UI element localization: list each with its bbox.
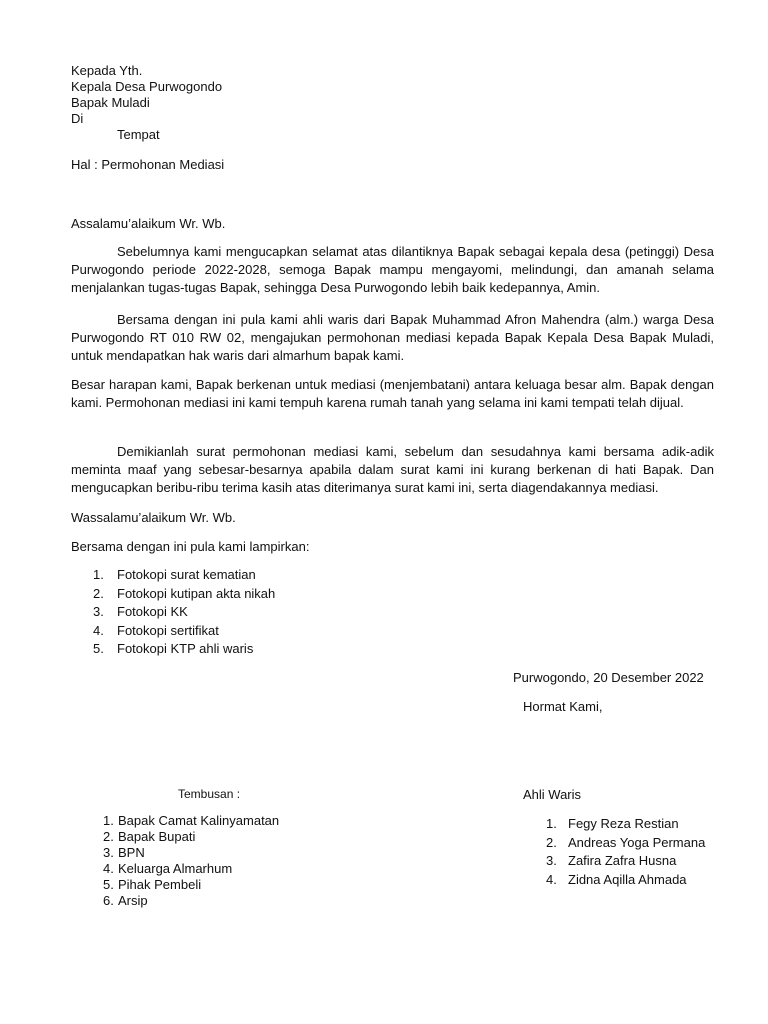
closing-greeting: Wassalamu’alaikum Wr. Wb. (71, 510, 236, 525)
attachment-item: 5. Fotokopi KTP ahli waris (93, 641, 254, 656)
heirs-list (546, 816, 705, 890)
attachment-item: 4. Fotokopi sertifikat (93, 622, 219, 638)
heir-item: 2. Andreas Yoga Permana (546, 834, 706, 850)
attachment-item: 1. Fotokopi surat kematian (93, 567, 256, 582)
recipient-line-4: Di (71, 111, 84, 126)
heir-item: 1. Fegy Reza Restian (546, 816, 679, 831)
heirs-title: Ahli Waris (523, 787, 582, 802)
recipient-place: Tempat (117, 127, 160, 142)
cc-title: Tembusan : (178, 787, 241, 801)
cc-item: 3. BPN (103, 845, 145, 860)
cc-item: 2. Bapak Bupati (103, 829, 196, 844)
cc-item: 1. Bapak Camat Kalinyamatan (103, 813, 280, 828)
cc-item: 6. Arsip (103, 893, 148, 908)
paragraph-1: Sebelumnya kami mengucapkan selamat atas dilantiknya Bapak sebagai kepala desa (petinggi) Desa Purwogondo periode 2022-2028, semoga Bapak mampu mengayomi, melindungi, dan amanah selama menjalankan tugas-tugas Bapak, sehingga Desa Purwogondo lebih baik kedepannya, Amin. (71, 244, 714, 295)
attachment-item: 2. Fotokopi kutipan akta nikah (93, 585, 276, 601)
recipient-line-1: Kepada Yth. (71, 63, 143, 78)
cc-item: 5. Pihak Pembeli (103, 877, 202, 892)
attachments-intro: Bersama dengan ini pula kami lampirkan: (71, 539, 310, 554)
place-date: Purwogondo, 20 Desember 2022 (513, 670, 704, 685)
attachments-list (93, 567, 275, 660)
opening-greeting: Assalamu’alaikum Wr. Wb. (71, 216, 226, 231)
cc-item: 4. Keluarga Almarhum (103, 861, 233, 876)
heir-item: 3. Zafira Zafra Husna (546, 853, 677, 868)
recipient-line-2: Kepala Desa Purwogondo (71, 79, 223, 94)
attachment-item: 3. Fotokopi KK (93, 604, 188, 619)
heir-item: 4. Zidna Aqilla Ahmada (546, 871, 687, 887)
regards: Hormat Kami, (523, 699, 603, 714)
cc-list (103, 813, 279, 909)
recipient-line-3: Bapak Muladi (71, 95, 150, 110)
paragraph-3: Besar harapan kami, Bapak berkenan untuk mediasi (menjembatani) antara keluaga besar alm. Bapak dengan kami. Permohonan mediasi ini kami tempuh karena rumah tanah yang selama ini kami tempati telah dijual. (71, 377, 714, 410)
paragraph-2: Bersama dengan ini pula kami ahli waris dari Bapak Muhammad Afron Mahendra (alm.) warga Desa Purwogondo RT 010 RW 02, mengajukan permohonan mediasi kepada Bapak Kepala Desa Bapak Muladi, untuk mendapatkan hak waris dari almarhum bapak kami. (71, 312, 714, 363)
paragraph-4: Demikianlah surat permohonan mediasi kami, sebelum dan sesudahnya kami bersama adik-adik meminta maaf yang sebesar-besarnya apabila dalam surat kami ini kurang berkenan di hati Bapak. Dan mengucapkan beribu-ribu terima kasih atas diterimanya surat kami ini, serta diagendakannya mediasi. (71, 444, 714, 495)
subject-line: Hal : Permohonan Mediasi (71, 157, 225, 172)
